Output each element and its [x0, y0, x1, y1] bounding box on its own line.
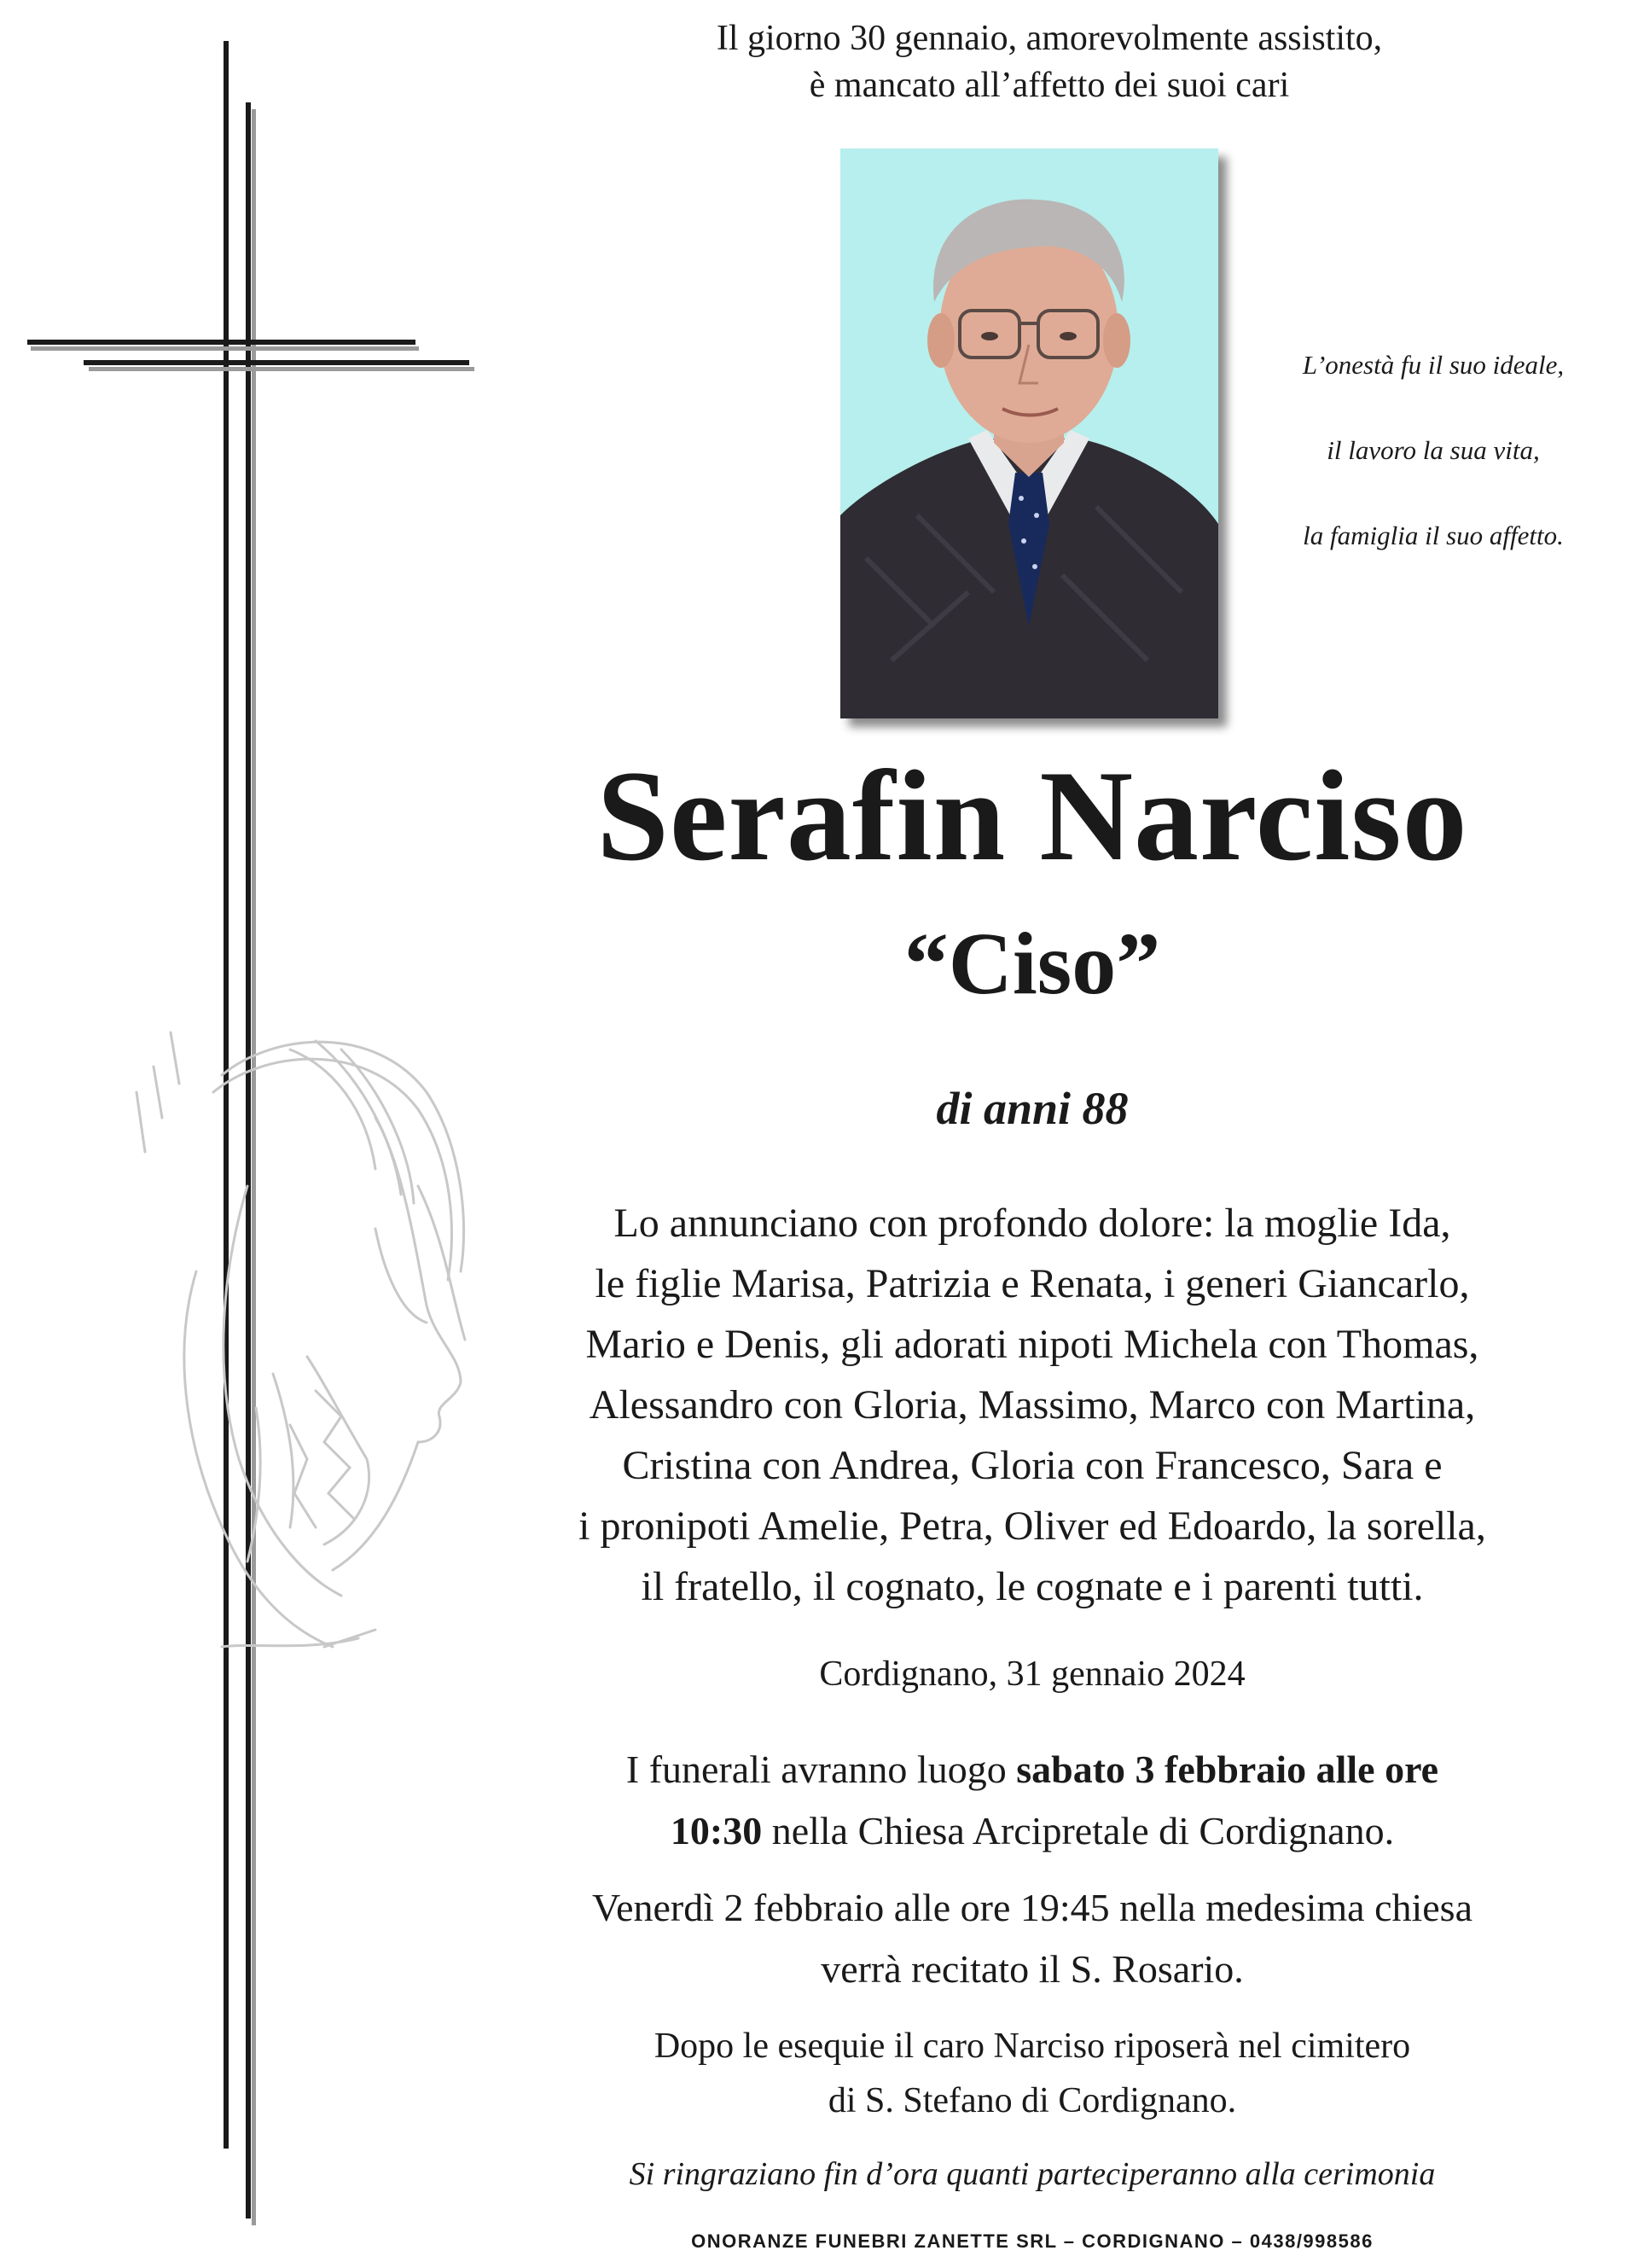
quote-line-2: il lavoro la sua vita,: [1327, 435, 1540, 465]
burial-line-1: Dopo le esequie il caro Narciso riposerà nel cimitero: [653, 2027, 1411, 2066]
funeral-home-footer: ONORANZE FUNEBRI ZANETTE SRL – CORDIGNANO – 0438/998586: [691, 2230, 1374, 2252]
deceased-nickname: “Ciso”: [903, 915, 1161, 1013]
announcement-line: Mario e Denis, gli adorati nipoti Michela con Thomas,: [585, 1322, 1479, 1367]
rosary-info: [478, 1877, 1587, 2000]
announcement-line: le figlie Marisa, Patrizia e Renata, i generi Giancarlo,: [595, 1261, 1470, 1306]
portrait-photo: [840, 148, 1218, 718]
funeral-time: 10:30: [670, 1809, 763, 1852]
announcement-line: Alessandro con Gloria, Massimo, Marco con Martina,: [589, 1382, 1476, 1428]
funeral-text-2: nella Chiesa Arcipretale di Cordignano.: [762, 1809, 1395, 1852]
funeral-text-1: I funerali avranno luogo: [625, 1748, 1017, 1791]
quote-line-3: la famiglia il suo affetto.: [1303, 520, 1564, 550]
place-date: Cordignano, 31 gennaio 2024: [819, 1654, 1246, 1694]
rosary-line-2: verrà recitato il S. Rosario.: [821, 1947, 1244, 1991]
funeral-date: sabato 3 febbraio alle ore: [1016, 1748, 1439, 1791]
cross-horizontal-bar-lower: [84, 360, 469, 365]
quote: [1246, 323, 1621, 579]
deceased-name: Serafin Narciso: [596, 744, 1468, 887]
intro-line-1: Il giorno 30 gennaio, amorevolmente assistito,: [716, 19, 1383, 58]
intro-text: [631, 15, 1467, 108]
intro-line-2: è mancato all’affetto dei suoi cari: [809, 65, 1290, 105]
funeral-info: [478, 1739, 1587, 1862]
burial-info: [478, 2019, 1587, 2128]
announcement-line: i pronipoti Amelie, Petra, Oliver ed Edoardo, la sorella,: [578, 1503, 1486, 1549]
deceased-age: di anni 88: [936, 1083, 1129, 1134]
rosary-line-1: Venerdì 2 febbraio alle ore 19:45 nella medesima chiesa: [591, 1886, 1473, 1929]
announcement-line: Lo annunciano con profondo dolore: la moglie Ida,: [613, 1201, 1451, 1246]
quote-line-1: L’onestà fu il suo ideale,: [1302, 350, 1565, 380]
announcement-line: Cristina con Andrea, Gloria con Francesco, Sara e: [622, 1443, 1443, 1488]
cross-horizontal-bar: [27, 340, 415, 345]
cross-horizontal-shadow: [31, 346, 419, 351]
announcement: [495, 1193, 1570, 1617]
burial-line-2: di S. Stefano di Cordignano.: [828, 2081, 1237, 2120]
christ-face-sketch: [119, 1015, 495, 1681]
cross-horizontal-shadow-lower: [89, 367, 474, 371]
announcement-line: il fratello, il cognato, le cognate e i parenti tutti.: [641, 1564, 1424, 1609]
thanks-text: Si ringraziano fin d’ora quanti parteciperanno alla cerimonia: [629, 2156, 1436, 2192]
